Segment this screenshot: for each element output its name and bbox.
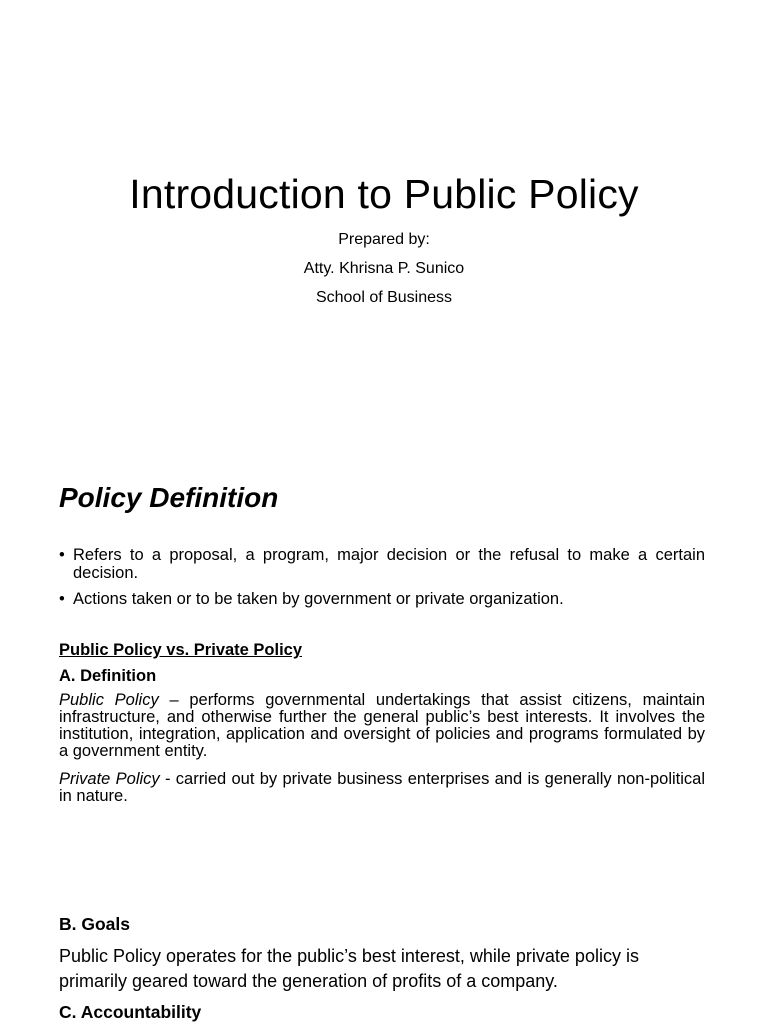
private-policy-text: - carried out by private business enterprises and is generally non-political in nature. xyxy=(59,770,705,805)
comparison-heading: Public Policy vs. Private Policy xyxy=(59,641,303,659)
title-slide xyxy=(0,0,768,430)
private-policy-term: Private Policy xyxy=(59,770,160,788)
bullet-item xyxy=(59,590,705,608)
accountability-heading: C. Accountability xyxy=(59,1002,202,1022)
bullet-list xyxy=(59,546,705,616)
school-name: School of Business xyxy=(315,289,453,306)
author-name: Atty. Khrisna P. Sunico xyxy=(303,260,465,277)
bullet-icon: • xyxy=(59,546,65,564)
public-policy-text: – performs governmental undertakings that assist citizens, maintain infrastructure, and otherwise further the general public’s best interests. It involves the institution, integration, application and oversight of policies and programs formulated by a government entity. xyxy=(59,691,705,760)
public-policy-definition xyxy=(59,692,705,760)
bullet-text: Refers to a proposal, a program, major decision or the refusal to make a certain decision. xyxy=(73,546,705,582)
private-policy-definition xyxy=(59,771,705,805)
policy-definition-slide xyxy=(0,430,768,1024)
public-policy-term: Public Policy xyxy=(59,691,159,709)
goals-heading: B. Goals xyxy=(59,914,130,934)
bullet-item xyxy=(59,546,705,582)
slide-heading: Policy Definition xyxy=(59,482,279,513)
prepared-by-label: Prepared by: xyxy=(338,231,430,248)
definition-heading: A. Definition xyxy=(59,667,157,685)
bullet-icon: • xyxy=(59,590,65,608)
bullet-text: Actions taken or to be taken by government or private organization. xyxy=(73,590,564,608)
presentation-title: Introduction to Public Policy xyxy=(129,171,639,217)
goals-text: Public Policy operates for the public’s best interest, while private policy is primarily geared toward the generation of profits of a company. xyxy=(59,946,639,991)
